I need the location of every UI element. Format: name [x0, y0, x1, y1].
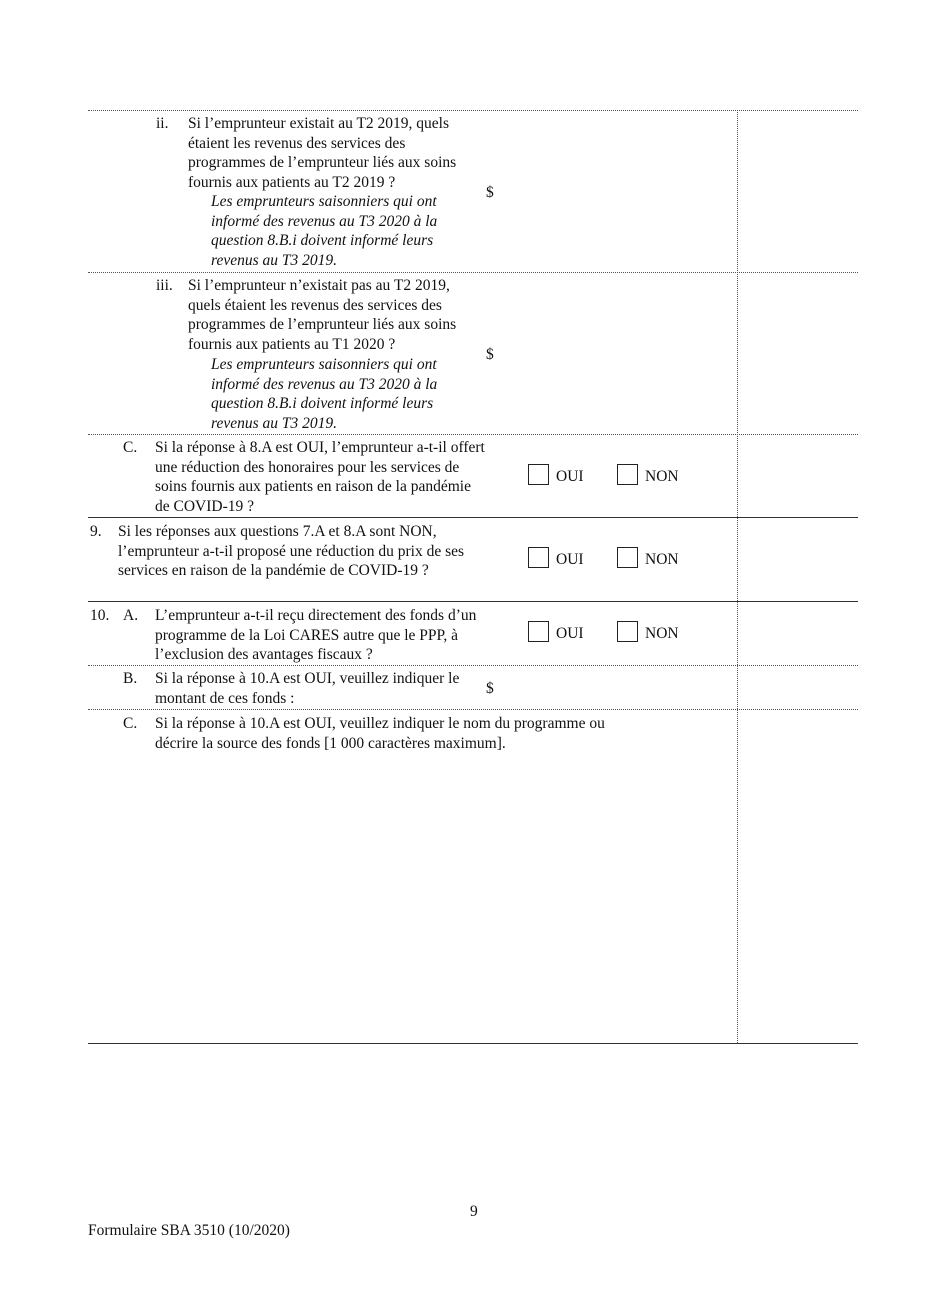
item-letter: C. [123, 439, 138, 456]
page-number: 9 [470, 1203, 478, 1220]
question-text: L’emprunteur a-t-il reçu directement des fonds d’un programme de la Loi CARES autre que le PPP, à l’exclusion des avantages fiscaux ? [155, 607, 477, 663]
question-text: Si l’emprunteur n’existait pas au T2 2019, quels étaient les revenus des services des programmes de l’emprunteur liés aux soins fournis aux patients au T1 2020 ? [188, 277, 457, 353]
yes-checkbox[interactable] [528, 464, 549, 485]
row-divider [88, 665, 858, 666]
question-text: Si l’emprunteur existait au T2 2019, quels étaient les revenus des services des programmes de l’emprunteur liés aux soins fournis aux patients au T2 2019 ? [188, 115, 457, 191]
currency-symbol: $ [486, 184, 494, 201]
no-checkbox[interactable] [617, 547, 638, 568]
question-text: Si la réponse à 10.A est OUI, veuillez indiquer le montant de ces fonds : [155, 670, 460, 707]
item-letter: A. [123, 607, 139, 624]
no-label: NON [645, 468, 679, 485]
no-label: NON [645, 551, 679, 568]
row-divider [88, 601, 858, 602]
row-divider [88, 517, 858, 518]
yes-checkbox[interactable] [528, 547, 549, 568]
seasonal-note: Les emprunteurs saisonniers qui ont informé des revenus au T3 2020 à la question 8.B.i doivent informé leurs revenus au T3 2019. [211, 193, 438, 269]
table-bottom-border [88, 1043, 858, 1044]
yes-label: OUI [556, 468, 584, 485]
item-number: ii. [156, 115, 169, 132]
currency-symbol: $ [486, 346, 494, 363]
form-identifier: Formulaire SBA 3510 (10/2020) [88, 1222, 290, 1239]
row-divider [88, 272, 858, 273]
amount-field[interactable] [498, 176, 730, 206]
yes-label: OUI [556, 551, 584, 568]
question-text: Si la réponse à 8.A est OUI, l’emprunteur a-t-il offert une réduction des honoraires pour les services de soins fournis aux patients en raison de la pandémie de COVID-19 ? [155, 439, 485, 515]
row-divider [88, 434, 858, 435]
row-divider [88, 110, 858, 111]
description-textarea[interactable] [155, 760, 730, 1035]
item-number: 10. [90, 607, 110, 624]
question-text: Si la réponse à 10.A est OUI, veuillez indiquer le nom du programme ou décrire la source des fonds [1 000 caractères maximum]. [155, 715, 605, 752]
seasonal-note: Les emprunteurs saisonniers qui ont informé des revenus au T3 2020 à la question 8.B.i doivent informé leurs revenus au T3 2019. [211, 356, 438, 432]
no-checkbox[interactable] [617, 464, 638, 485]
item-number: 9. [90, 523, 102, 540]
row-divider [88, 709, 858, 710]
amount-field[interactable] [498, 670, 730, 704]
column-divider [737, 110, 738, 1043]
no-label: NON [645, 625, 679, 642]
yes-checkbox[interactable] [528, 621, 549, 642]
yes-label: OUI [556, 625, 584, 642]
amount-field[interactable] [498, 338, 730, 368]
no-checkbox[interactable] [617, 621, 638, 642]
item-letter: B. [123, 670, 138, 687]
currency-symbol: $ [486, 680, 494, 697]
item-letter: C. [123, 715, 138, 732]
item-number: iii. [156, 277, 173, 294]
question-text: Si les réponses aux questions 7.A et 8.A sont NON, l’emprunteur a-t-il proposé une réduction du prix de ses services en raison de la pandémie de COVID-19 ? [118, 523, 465, 579]
